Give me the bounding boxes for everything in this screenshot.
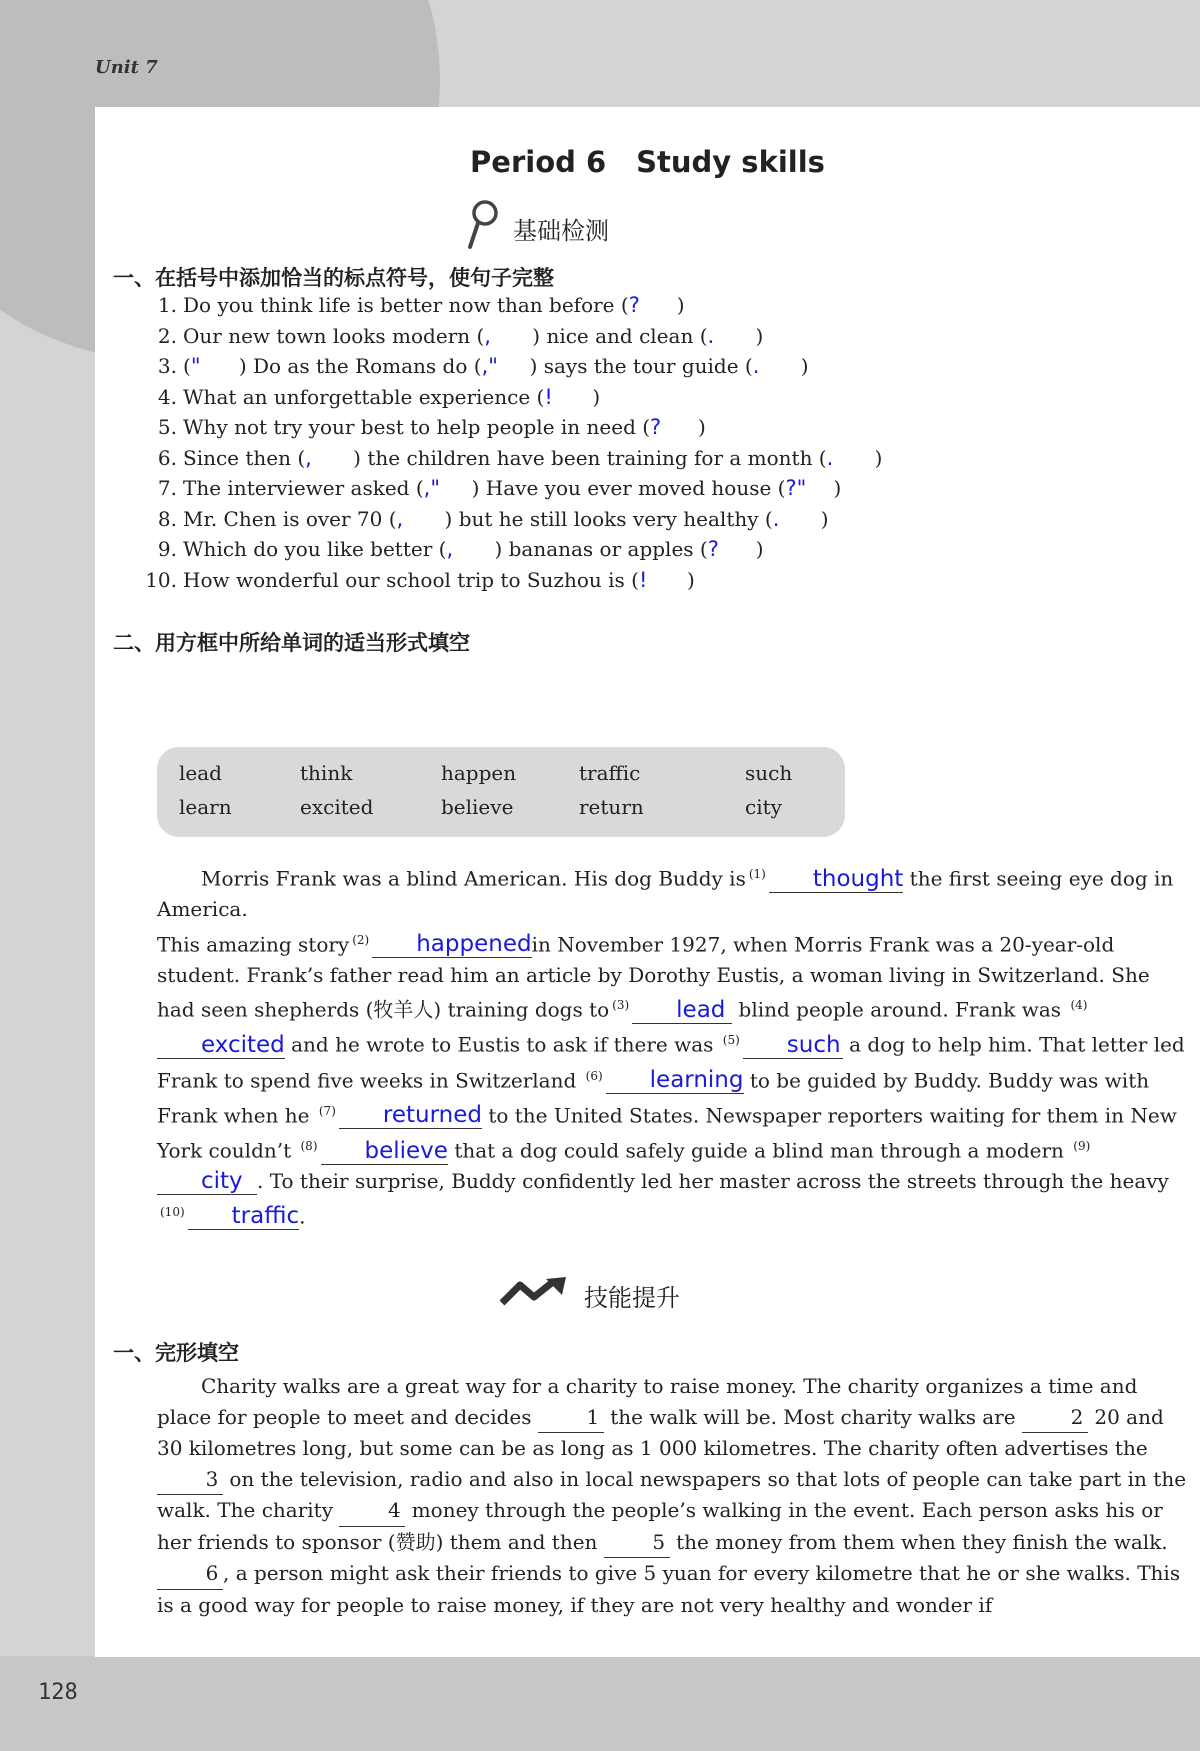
answer-blank[interactable]: believe [321, 1138, 448, 1165]
item-text: ) Have you ever moved house ( [471, 476, 786, 500]
answer-blank[interactable]: returned [339, 1102, 482, 1129]
punctuation-answer[interactable]: , [305, 445, 312, 470]
punctuation-answer[interactable]: ! [544, 384, 553, 409]
item-number: 5. [157, 415, 177, 439]
word: happen [441, 761, 517, 785]
punctuation-answer[interactable]: , [396, 506, 404, 531]
exercise-item [145, 324, 763, 348]
section-basic-label: 基础检测 [513, 216, 609, 245]
item-number: 10. [145, 567, 177, 592]
answer-blank[interactable]: traffic [188, 1203, 299, 1230]
answer-blank[interactable]: learning [606, 1067, 744, 1094]
item-text: ) says the tour guide ( [529, 354, 753, 378]
word: city [745, 795, 782, 819]
punctuation-answer[interactable]: , [446, 537, 454, 561]
answer-blank[interactable]: happened [372, 931, 531, 958]
punctuation-answer[interactable]: ," [481, 354, 498, 378]
word-box [157, 747, 845, 837]
cloze-blank[interactable]: 3 [157, 1464, 223, 1496]
item-text: Our new town looks modern ( [183, 323, 485, 348]
section-skill-label: 技能提升 [584, 1283, 680, 1312]
word: lead [179, 761, 222, 785]
word: excited [300, 795, 374, 819]
answer-blank[interactable]: excited [157, 1032, 285, 1059]
cloze-blank[interactable]: 6 [157, 1558, 223, 1590]
punctuation-answer[interactable]: ! [638, 567, 648, 592]
exercise-item [145, 293, 685, 317]
title-name: Study skills [636, 145, 825, 179]
period-label: Period 6 [470, 145, 607, 179]
item-number: 2. [157, 323, 177, 348]
item-text: Do you think life is better now than before ( [183, 293, 629, 317]
item-text: Why not try your best to help people in need ( [183, 415, 651, 439]
cloze-blank[interactable]: 5 [604, 1527, 670, 1559]
item-text: The interviewer asked ( [183, 476, 424, 500]
item-text: ) nice and clean ( [532, 323, 708, 348]
exercise-item [145, 568, 695, 592]
item-text: Mr. Chen is over 70 ( [183, 506, 397, 531]
cloze-blank[interactable]: 1 [538, 1402, 604, 1434]
item-text: ) [755, 537, 764, 561]
punctuation-answer[interactable]: . [752, 354, 760, 378]
word: believe [441, 795, 514, 819]
item-text: ) [874, 445, 883, 470]
magnifier-icon [465, 199, 499, 257]
punctuation-answer[interactable]: , [484, 323, 491, 348]
item-text: ) [676, 293, 685, 317]
answer-blank[interactable]: thought [769, 866, 903, 893]
item-number: 7. [157, 476, 177, 500]
page-bottom-band [0, 1656, 1200, 1751]
item-text: ) [755, 323, 764, 348]
item-text: ) [800, 354, 809, 378]
exercise-item [145, 415, 706, 439]
cloze-passage: Charity walks are a great way for a charity to raise money. The charity organizes a time and place for people to meet and decides 1 the walk will be. Most charity walks are 2 20 and 30 kilometres long, but some can be as long as 1 000 kilometres. The charity often advertises the 3 on the television, radio and also in local newspapers so that lots of people can take part in the walk. The charity 4 money through the people’s walking in the event. Each person asks his or her friends to sponsor (赞助) them and then 5 the money from them when they finish the walk. 6 , a person might ask their friends to give 5 yuan for every kilometre that he or she walks. This is a good way for people to raise money, if they are not very healthy and wonder if [157, 1374, 1187, 1617]
exercise-item [145, 354, 809, 378]
part2-heading: 二、用方框中所给单词的适当形式填空 [113, 631, 470, 655]
punctuation-answer[interactable]: " [190, 354, 201, 378]
item-number: 9. [157, 537, 177, 561]
answer-blank[interactable]: city [157, 1168, 257, 1195]
item-text: How wonderful our school trip to Suzhou is ( [183, 567, 639, 592]
item-text: ) the children have been training for a month ( [353, 445, 827, 470]
item-text: What an unforgettable experience ( [183, 384, 545, 409]
cloze-blank[interactable]: 2 [1022, 1402, 1088, 1434]
answer-blank[interactable]: lead [632, 997, 732, 1024]
page-number: 128 [38, 1680, 78, 1705]
item-text: Since then ( [183, 445, 306, 470]
word: traffic [579, 761, 641, 785]
item-number: 6. [157, 445, 177, 470]
punctuation-answer[interactable]: ? [707, 537, 719, 561]
item-text: ) Do as the Romans do ( [238, 354, 482, 378]
punctuation-answer[interactable]: . [772, 506, 780, 531]
item-text: Which do you like better ( [183, 537, 447, 561]
item-text: ) [592, 384, 601, 409]
item-text: ) [686, 567, 695, 592]
word: such [745, 761, 793, 785]
page-title [95, 145, 1200, 179]
item-text: ) [698, 415, 706, 439]
punctuation-answer[interactable]: . [707, 323, 715, 348]
punctuation-answer[interactable]: ? [650, 415, 662, 439]
item-number: 8. [157, 506, 177, 531]
item-number: 3. [157, 354, 177, 378]
worksheet [95, 107, 1200, 1657]
part3-heading: 一、完形填空 [113, 1341, 239, 1365]
item-text: ) [820, 506, 829, 531]
punctuation-answer[interactable]: ? [628, 293, 640, 317]
exercise-item [145, 385, 600, 409]
unit-label: Unit 7 [95, 57, 158, 78]
passage-text: Morris Frank was a blind American. His dog Buddy is $^{(1)}$ thought the first seeing eye dog in America. This amazing story $^{(2)}$ happenedin November 1927, when Morris Frank was a 20-year-old student. Frank’s father read him an article by Dorothy Eustis, a woman living in Switzerland. She had seen shepherds (牧羊人) training dogs to $^{(3)}$ lead blind people around. Frank was $^{(4)}$excited and he wrote to Eustis to ask if there was $^{(5)}$ such a dog to help him. That letter led Frank to spend five weeks in Switzerland $^{(6)}$ learning to be guided by Buddy. Buddy was with Frank when he $^{(7)}$ returned to the United States. Newspaper reporters waiting for them in New York couldn’t $^{(8)}$ believe that a dog could safely guide a blind man through a modern $^{(9)}$city . To their surprise, Buddy confidently led her master across the streets through the heavy $^{(10)}$ traffic. [157, 865, 1185, 1230]
word: return [579, 795, 644, 819]
word: think [300, 761, 353, 785]
exercise-item [145, 476, 841, 500]
punctuation-answer[interactable]: ," [423, 476, 440, 500]
item-text: ( [183, 354, 191, 378]
item-number: 1. [157, 293, 177, 317]
punctuation-answer[interactable]: . [826, 445, 834, 470]
section-basic-header [465, 199, 609, 257]
section-skill-header [500, 1277, 680, 1313]
trend-up-icon [500, 1277, 570, 1313]
answer-blank[interactable]: such [743, 1032, 843, 1059]
item-number: 4. [157, 384, 177, 409]
cloze-blank[interactable]: 4 [339, 1495, 405, 1527]
exercise-item [145, 507, 829, 531]
exercise-item [145, 446, 882, 470]
item-text: ) bananas or apples ( [494, 537, 708, 561]
exercise-item [145, 537, 764, 561]
item-text: ) [833, 476, 842, 500]
word: learn [179, 795, 232, 819]
punctuation-answer[interactable]: ?" [785, 476, 807, 500]
part1-heading: 一、在括号中添加恰当的标点符号，使句子完整 [113, 266, 554, 290]
item-text: ) but he still looks very healthy ( [444, 506, 773, 531]
